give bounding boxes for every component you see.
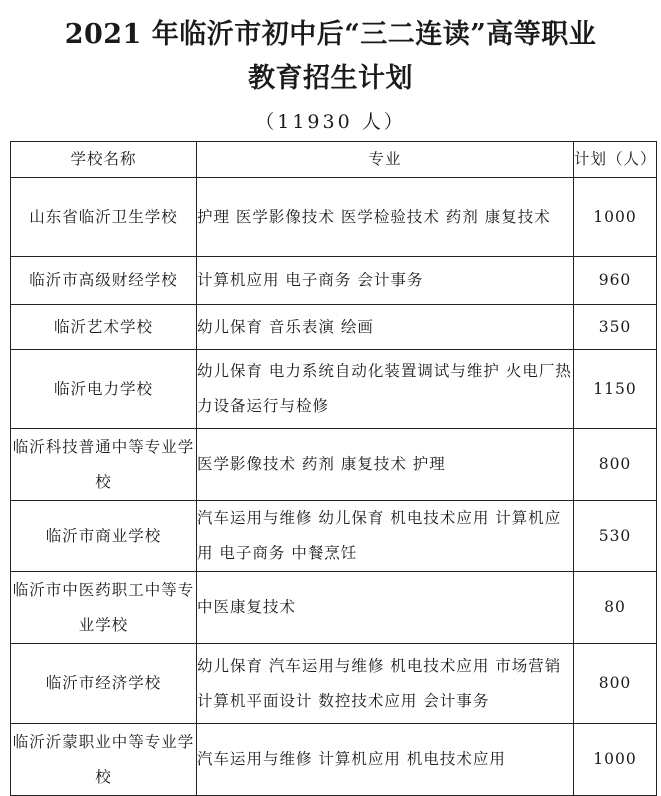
document-title-line-1: 2021 年临沂市初中后“三二连读”高等职业 — [64, 19, 597, 50]
enrollment-plan-table — [10, 141, 657, 796]
header-plan-count: 计划（人） — [574, 142, 657, 178]
table-row — [11, 724, 657, 796]
header-major: 专业 — [197, 142, 574, 178]
table-row — [11, 644, 657, 724]
plan-count-cell: 800 — [574, 644, 657, 724]
major-cell: 幼儿保育 音乐表演 绘画 — [197, 305, 574, 350]
table-row — [11, 429, 657, 501]
school-name-cell: 山东省临沂卫生学校 — [11, 178, 197, 257]
table-row — [11, 350, 657, 429]
total-enrollment: （11930 人） — [255, 111, 406, 133]
major-cell: 中医康复技术 — [197, 572, 574, 644]
school-name-cell: 临沂科技普通中等专业学校 — [11, 429, 197, 501]
school-name-cell: 临沂市商业学校 — [11, 501, 197, 572]
plan-count-cell: 800 — [574, 429, 657, 501]
header-school-name: 学校名称 — [11, 142, 197, 178]
major-cell: 汽车运用与维修 计算机应用 机电技术应用 — [197, 724, 574, 796]
plan-count-cell: 960 — [574, 257, 657, 305]
major-cell: 计算机应用 电子商务 会计事务 — [197, 257, 574, 305]
major-cell: 幼儿保育 汽车运用与维修 机电技术应用 市场营销 计算机平面设计 数控技术应用 会计事务 — [197, 644, 574, 724]
school-name-cell: 临沂市高级财经学校 — [11, 257, 197, 305]
table-row — [11, 501, 657, 572]
school-name-cell: 临沂市经济学校 — [11, 644, 197, 724]
school-name-cell: 临沂艺术学校 — [11, 305, 197, 350]
major-cell: 医学影像技术 药剂 康复技术 护理 — [197, 429, 574, 501]
major-cell: 护理 医学影像技术 医学检验技术 药剂 康复技术 — [197, 178, 574, 257]
table-row — [11, 572, 657, 644]
school-name-cell: 临沂沂蒙职业中等专业学校 — [11, 724, 197, 796]
plan-count-cell: 530 — [574, 501, 657, 572]
plan-count-cell: 350 — [574, 305, 657, 350]
plan-count-cell: 1000 — [574, 178, 657, 257]
school-name-cell: 临沂电力学校 — [11, 350, 197, 429]
table-row — [11, 257, 657, 305]
table-row — [11, 305, 657, 350]
major-cell: 幼儿保育 电力系统自动化装置调试与维护 火电厂热力设备运行与检修 — [197, 350, 574, 429]
table-header-row — [11, 142, 657, 178]
plan-count-cell: 1150 — [574, 350, 657, 429]
major-cell: 汽车运用与维修 幼儿保育 机电技术应用 计算机应用 电子商务 中餐烹饪 — [197, 501, 574, 572]
school-name-cell: 临沂市中医药职工中等专业学校 — [11, 572, 197, 644]
plan-count-cell: 1000 — [574, 724, 657, 796]
table-row — [11, 178, 657, 257]
document-title-line-2: 教育招生计划 — [248, 63, 413, 94]
plan-count-cell: 80 — [574, 572, 657, 644]
